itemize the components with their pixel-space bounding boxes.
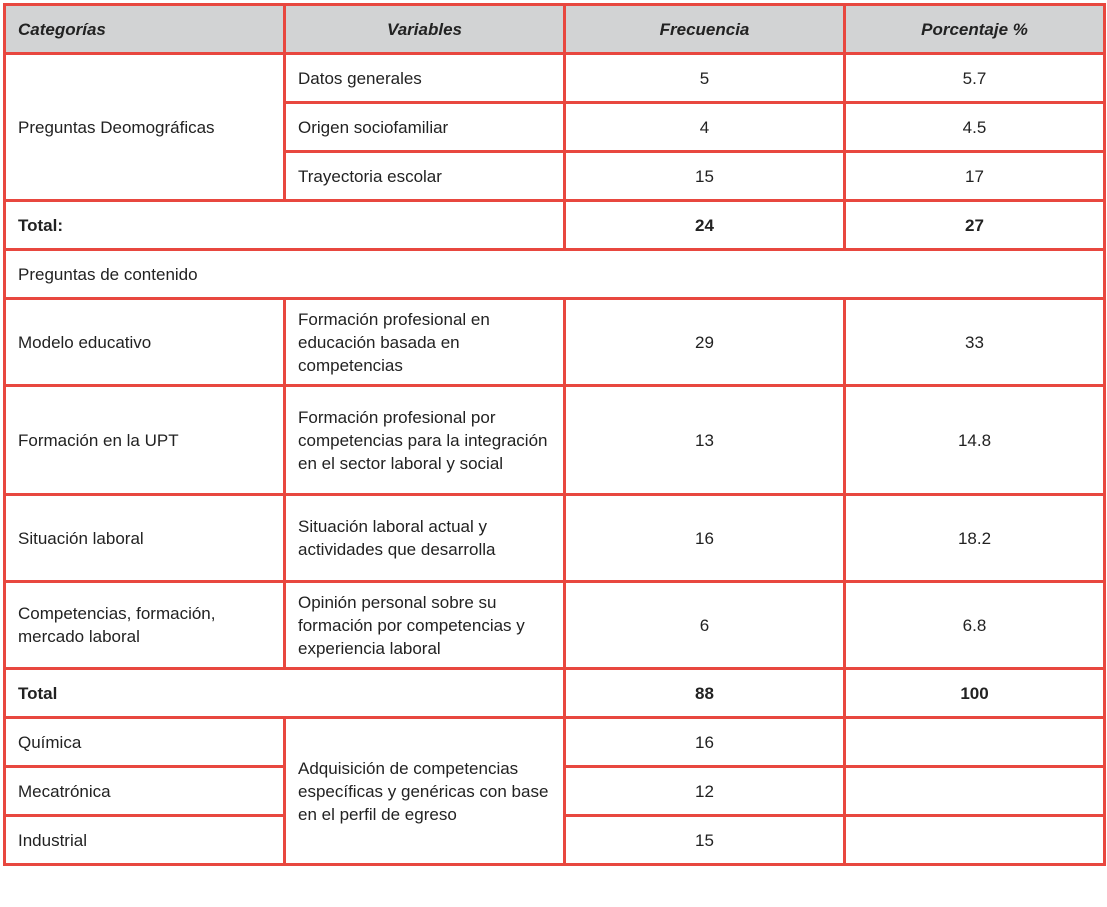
- variable-cell: Situación laboral actual y actividades que desarrolla: [285, 495, 565, 582]
- section-row: [5, 250, 1105, 299]
- table-row: [5, 299, 1105, 386]
- variable-cell: Origen sociofamiliar: [285, 103, 565, 152]
- variable-cell: Trayectoria escolar: [285, 152, 565, 201]
- table-row: [5, 582, 1105, 669]
- frecuencia-cell: 5: [565, 54, 845, 103]
- frecuencia-cell: 15: [565, 816, 845, 865]
- total-row: [5, 669, 1105, 718]
- categoria-cell: Formación en la UPT: [5, 386, 285, 495]
- total-label: Total: [5, 669, 565, 718]
- categoria-cell: Preguntas Deomográficas: [5, 54, 285, 201]
- categoria-cell: Situación laboral: [5, 495, 285, 582]
- porcentaje-cell: 18.2: [845, 495, 1105, 582]
- header-frecuencia: Frecuencia: [565, 5, 845, 54]
- frecuencia-cell: 13: [565, 386, 845, 495]
- header-porcentaje: Porcentaje %: [845, 5, 1105, 54]
- porcentaje-cell: 6.8: [845, 582, 1105, 669]
- porcentaje-cell: 5.7: [845, 54, 1105, 103]
- table-row: [5, 386, 1105, 495]
- header-variables: Variables: [285, 5, 565, 54]
- porcentaje-cell: 17: [845, 152, 1105, 201]
- table-row: [5, 718, 1105, 767]
- table-row: [5, 495, 1105, 582]
- frecuencia-cell: 6: [565, 582, 845, 669]
- porcentaje-cell: 14.8: [845, 386, 1105, 495]
- frecuencia-cell: 16: [565, 495, 845, 582]
- categoria-cell: Química: [5, 718, 285, 767]
- frecuencia-cell: 16: [565, 718, 845, 767]
- porcentaje-cell: 33: [845, 299, 1105, 386]
- categoria-cell: Competencias, formación, mercado laboral: [5, 582, 285, 669]
- porcentaje-cell: [845, 767, 1105, 816]
- categoria-cell: Modelo educativo: [5, 299, 285, 386]
- frecuencia-cell: 4: [565, 103, 845, 152]
- variable-cell: Formación profesional en educación basada en competencias: [285, 299, 565, 386]
- total-frecuencia: 88: [565, 669, 845, 718]
- frecuencia-cell: 12: [565, 767, 845, 816]
- variable-cell: Opinión personal sobre su formación por competencias y experiencia laboral: [285, 582, 565, 669]
- header-categorias: Categorías: [5, 5, 285, 54]
- data-table: [3, 3, 1106, 866]
- table-row: [5, 54, 1105, 103]
- frecuencia-cell: 29: [565, 299, 845, 386]
- total-frecuencia: 24: [565, 201, 845, 250]
- variable-cell: Formación profesional por competencias para la integración en el sector laboral y social: [285, 386, 565, 495]
- porcentaje-cell: [845, 816, 1105, 865]
- section-label: Preguntas de contenido: [5, 250, 1105, 299]
- categoria-cell: Mecatrónica: [5, 767, 285, 816]
- porcentaje-cell: [845, 718, 1105, 767]
- variable-cell: Adquisición de competencias específicas y genéricas con base en el perfil de egreso: [285, 718, 565, 865]
- total-porcentaje: 100: [845, 669, 1105, 718]
- categoria-cell: Industrial: [5, 816, 285, 865]
- total-label: Total:: [5, 201, 565, 250]
- variable-cell: Datos generales: [285, 54, 565, 103]
- porcentaje-cell: 4.5: [845, 103, 1105, 152]
- total-porcentaje: 27: [845, 201, 1105, 250]
- header-row: [5, 5, 1105, 54]
- frecuencia-cell: 15: [565, 152, 845, 201]
- total-row: [5, 201, 1105, 250]
